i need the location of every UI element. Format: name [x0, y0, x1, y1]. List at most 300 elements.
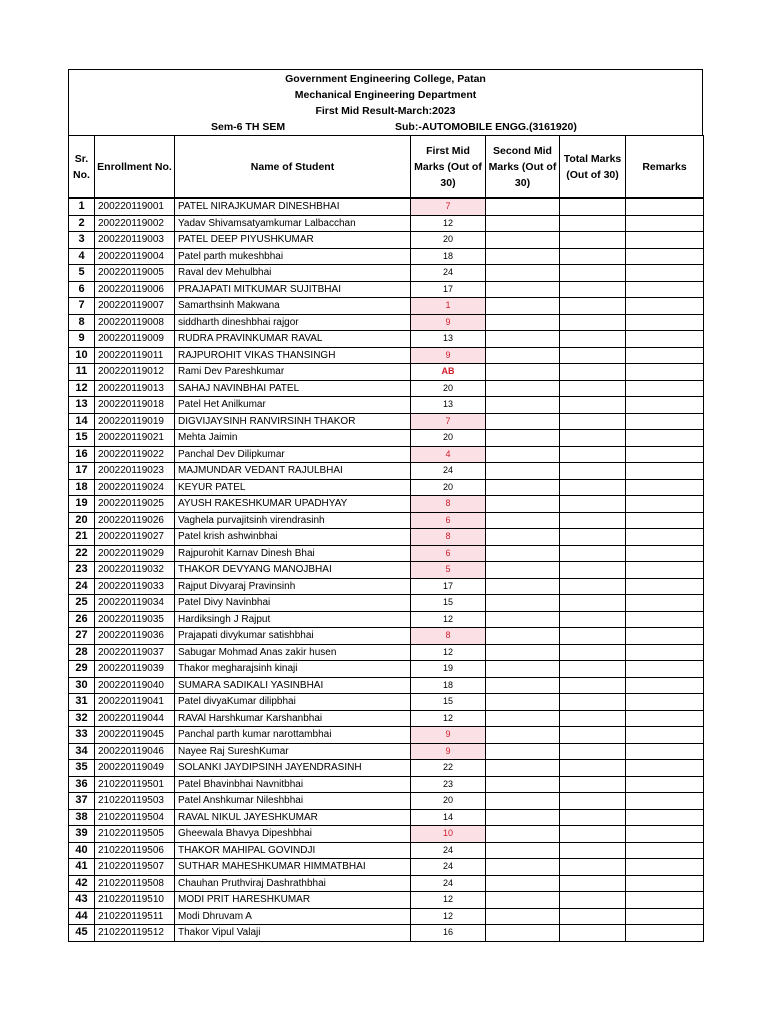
- table-row: [69, 397, 704, 414]
- cell-student-name: KEYUR PATEL: [175, 479, 411, 496]
- cell-first-mid: 24: [411, 859, 486, 876]
- cell-second-mid: [486, 760, 560, 777]
- cell-enrollment: 210220119506: [95, 842, 175, 859]
- cell-student-name: Modi Dhruvam A: [175, 908, 411, 925]
- cell-total-marks: [560, 347, 626, 364]
- cell-second-mid: [486, 875, 560, 892]
- cell-total-marks: [560, 198, 626, 215]
- cell-total-marks: [560, 727, 626, 744]
- cell-enrollment: 200220119007: [95, 298, 175, 315]
- cell-enrollment: 200220119012: [95, 364, 175, 381]
- table-row: [69, 925, 704, 942]
- cell-first-mid: AB: [411, 364, 486, 381]
- cell-remarks: [626, 842, 704, 859]
- cell-enrollment: 210220119505: [95, 826, 175, 843]
- cell-student-name: RAVAl Harshkumar Karshanbhai: [175, 710, 411, 727]
- cell-sr-no: 10: [69, 347, 95, 364]
- cell-enrollment: 200220119033: [95, 578, 175, 595]
- cell-total-marks: [560, 430, 626, 447]
- table-row: [69, 380, 704, 397]
- table-row: [69, 347, 704, 364]
- cell-first-mid: 12: [411, 892, 486, 909]
- result-sheet: [68, 69, 703, 942]
- cell-student-name: Raval dev Mehulbhai: [175, 265, 411, 282]
- cell-second-mid: [486, 562, 560, 579]
- cell-total-marks: [560, 331, 626, 348]
- cell-enrollment: 210220119512: [95, 925, 175, 942]
- cell-student-name: Patel krish ashwinbhai: [175, 529, 411, 546]
- cell-total-marks: [560, 677, 626, 694]
- table-row: [69, 694, 704, 711]
- cell-student-name: Nayee Raj SureshKumar: [175, 743, 411, 760]
- cell-sr-no: 3: [69, 232, 95, 249]
- table-header-row: [69, 136, 704, 199]
- cell-enrollment: 200220119002: [95, 215, 175, 232]
- cell-second-mid: [486, 743, 560, 760]
- col-first-mid: First Mid Marks (Out of 30): [411, 136, 486, 199]
- cell-second-mid: [486, 496, 560, 513]
- cell-second-mid: [486, 661, 560, 678]
- cell-remarks: [626, 397, 704, 414]
- cell-remarks: [626, 232, 704, 249]
- cell-student-name: Rajpurohit Karnav Dinesh Bhai: [175, 545, 411, 562]
- cell-enrollment: 200220119023: [95, 463, 175, 480]
- cell-student-name: Rajput Divyaraj Pravinsinh: [175, 578, 411, 595]
- cell-second-mid: [486, 232, 560, 249]
- cell-total-marks: [560, 925, 626, 942]
- cell-enrollment: 210220119504: [95, 809, 175, 826]
- cell-student-name: Chauhan Pruthviraj Dashrathbhai: [175, 875, 411, 892]
- cell-total-marks: [560, 578, 626, 595]
- cell-student-name: Hardiksingh J Rajput: [175, 611, 411, 628]
- cell-remarks: [626, 661, 704, 678]
- cell-sr-no: 2: [69, 215, 95, 232]
- cell-sr-no: 23: [69, 562, 95, 579]
- cell-first-mid: 20: [411, 232, 486, 249]
- cell-enrollment: 210220119507: [95, 859, 175, 876]
- table-row: [69, 908, 704, 925]
- cell-remarks: [626, 760, 704, 777]
- table-row: [69, 215, 704, 232]
- cell-total-marks: [560, 628, 626, 645]
- cell-first-mid: 15: [411, 595, 486, 612]
- cell-enrollment: 200220119029: [95, 545, 175, 562]
- cell-enrollment: 200220119037: [95, 644, 175, 661]
- table-row: [69, 809, 704, 826]
- cell-second-mid: [486, 793, 560, 810]
- cell-total-marks: [560, 529, 626, 546]
- cell-second-mid: [486, 248, 560, 265]
- cell-second-mid: [486, 809, 560, 826]
- cell-student-name: Patel Divy Navinbhai: [175, 595, 411, 612]
- cell-total-marks: [560, 413, 626, 430]
- cell-first-mid: 9: [411, 743, 486, 760]
- cell-student-name: RAJPUROHIT VIKAS THANSINGH: [175, 347, 411, 364]
- cell-first-mid: 18: [411, 677, 486, 694]
- cell-sr-no: 40: [69, 842, 95, 859]
- cell-first-mid: 6: [411, 512, 486, 529]
- cell-enrollment: 200220119045: [95, 727, 175, 744]
- cell-first-mid: 24: [411, 463, 486, 480]
- cell-second-mid: [486, 397, 560, 414]
- table-row: [69, 364, 704, 381]
- cell-total-marks: [560, 859, 626, 876]
- cell-second-mid: [486, 826, 560, 843]
- cell-student-name: SUTHAR MAHESHKUMAR HIMMATBHAI: [175, 859, 411, 876]
- cell-sr-no: 9: [69, 331, 95, 348]
- cell-sr-no: 21: [69, 529, 95, 546]
- cell-student-name: Patel parth mukeshbhai: [175, 248, 411, 265]
- table-row: [69, 661, 704, 678]
- cell-sr-no: 13: [69, 397, 95, 414]
- cell-student-name: Sabugar Mohmad Anas zakir husen: [175, 644, 411, 661]
- cell-total-marks: [560, 892, 626, 909]
- cell-sr-no: 38: [69, 809, 95, 826]
- cell-total-marks: [560, 842, 626, 859]
- table-row: [69, 776, 704, 793]
- cell-total-marks: [560, 611, 626, 628]
- cell-first-mid: 5: [411, 562, 486, 579]
- cell-second-mid: [486, 314, 560, 331]
- cell-enrollment: 200220119035: [95, 611, 175, 628]
- cell-sr-no: 24: [69, 578, 95, 595]
- marks-table: [68, 135, 704, 942]
- cell-total-marks: [560, 265, 626, 282]
- cell-sr-no: 31: [69, 694, 95, 711]
- cell-first-mid: 13: [411, 397, 486, 414]
- cell-remarks: [626, 198, 704, 215]
- cell-remarks: [626, 413, 704, 430]
- cell-total-marks: [560, 875, 626, 892]
- table-row: [69, 743, 704, 760]
- cell-sr-no: 34: [69, 743, 95, 760]
- table-row: [69, 479, 704, 496]
- cell-first-mid: 6: [411, 545, 486, 562]
- college-name: Government Engineering College, Patan: [285, 73, 486, 85]
- cell-student-name: MODI PRIT HARESHKUMAR: [175, 892, 411, 909]
- cell-remarks: [626, 529, 704, 546]
- cell-total-marks: [560, 562, 626, 579]
- cell-total-marks: [560, 512, 626, 529]
- cell-sr-no: 20: [69, 512, 95, 529]
- cell-sr-no: 16: [69, 446, 95, 463]
- cell-student-name: MAJMUNDAR VEDANT RAJULBHAI: [175, 463, 411, 480]
- cell-total-marks: [560, 743, 626, 760]
- table-row: [69, 463, 704, 480]
- cell-second-mid: [486, 281, 560, 298]
- cell-remarks: [626, 892, 704, 909]
- cell-enrollment: 210220119503: [95, 793, 175, 810]
- cell-student-name: THAKOR MAHIPAL GOVINDJI: [175, 842, 411, 859]
- table-row: [69, 265, 704, 282]
- cell-sr-no: 5: [69, 265, 95, 282]
- cell-student-name: Patel Bhavinbhai Navnitbhai: [175, 776, 411, 793]
- cell-first-mid: 19: [411, 661, 486, 678]
- cell-remarks: [626, 562, 704, 579]
- table-row: [69, 677, 704, 694]
- cell-student-name: Patel Het Anilkumar: [175, 397, 411, 414]
- cell-enrollment: 200220119022: [95, 446, 175, 463]
- cell-enrollment: 200220119018: [95, 397, 175, 414]
- cell-total-marks: [560, 545, 626, 562]
- cell-remarks: [626, 908, 704, 925]
- cell-remarks: [626, 776, 704, 793]
- cell-sr-no: 19: [69, 496, 95, 513]
- cell-student-name: Rami Dev Pareshkumar: [175, 364, 411, 381]
- col-enrollment: Enrollment No.: [95, 136, 175, 199]
- cell-second-mid: [486, 265, 560, 282]
- cell-sr-no: 22: [69, 545, 95, 562]
- cell-second-mid: [486, 331, 560, 348]
- cell-total-marks: [560, 380, 626, 397]
- cell-total-marks: [560, 760, 626, 777]
- cell-total-marks: [560, 694, 626, 711]
- cell-first-mid: 8: [411, 628, 486, 645]
- table-row: [69, 413, 704, 430]
- cell-student-name: SOLANKI JAYDIPSINH JAYENDRASINH: [175, 760, 411, 777]
- cell-student-name: PATEL DEEP PIYUSHKUMAR: [175, 232, 411, 249]
- cell-enrollment: 210220119510: [95, 892, 175, 909]
- cell-enrollment: 210220119511: [95, 908, 175, 925]
- cell-first-mid: 12: [411, 908, 486, 925]
- cell-first-mid: 7: [411, 198, 486, 215]
- cell-first-mid: 12: [411, 710, 486, 727]
- cell-second-mid: [486, 364, 560, 381]
- cell-enrollment: 200220119013: [95, 380, 175, 397]
- cell-second-mid: [486, 842, 560, 859]
- cell-enrollment: 200220119044: [95, 710, 175, 727]
- cell-total-marks: [560, 298, 626, 315]
- cell-sr-no: 8: [69, 314, 95, 331]
- cell-remarks: [626, 578, 704, 595]
- cell-student-name: RUDRA PRAVINKUMAR RAVAL: [175, 331, 411, 348]
- table-row: [69, 331, 704, 348]
- cell-first-mid: 8: [411, 496, 486, 513]
- table-row: [69, 644, 704, 661]
- cell-remarks: [626, 215, 704, 232]
- cell-enrollment: 200220119001: [95, 198, 175, 215]
- cell-remarks: [626, 875, 704, 892]
- cell-sr-no: 44: [69, 908, 95, 925]
- cell-enrollment: 200220119011: [95, 347, 175, 364]
- cell-second-mid: [486, 380, 560, 397]
- cell-second-mid: [486, 628, 560, 645]
- cell-total-marks: [560, 661, 626, 678]
- col-remarks: Remarks: [626, 136, 704, 199]
- cell-total-marks: [560, 397, 626, 414]
- cell-first-mid: 20: [411, 793, 486, 810]
- sheet-header: [68, 69, 703, 135]
- cell-enrollment: 200220119036: [95, 628, 175, 645]
- cell-enrollment: 200220119041: [95, 694, 175, 711]
- table-row: [69, 578, 704, 595]
- cell-remarks: [626, 248, 704, 265]
- cell-first-mid: 1: [411, 298, 486, 315]
- cell-second-mid: [486, 595, 560, 612]
- cell-remarks: [626, 743, 704, 760]
- cell-total-marks: [560, 479, 626, 496]
- cell-sr-no: 26: [69, 611, 95, 628]
- table-row: [69, 710, 704, 727]
- cell-first-mid: 9: [411, 727, 486, 744]
- cell-sr-no: 42: [69, 875, 95, 892]
- cell-total-marks: [560, 281, 626, 298]
- cell-sr-no: 41: [69, 859, 95, 876]
- cell-first-mid: 10: [411, 826, 486, 843]
- cell-first-mid: 14: [411, 809, 486, 826]
- cell-student-name: siddharth dineshbhai rajgor: [175, 314, 411, 331]
- cell-total-marks: [560, 496, 626, 513]
- col-sr-no: Sr. No.: [69, 136, 95, 199]
- cell-student-name: SAHAJ NAVINBHAI PATEL: [175, 380, 411, 397]
- subject-label: Sub:-AUTOMOBILE ENGG.(3161920): [395, 121, 577, 133]
- cell-enrollment: 200220119049: [95, 760, 175, 777]
- cell-remarks: [626, 545, 704, 562]
- cell-second-mid: [486, 776, 560, 793]
- cell-student-name: Mehta Jaimin: [175, 430, 411, 447]
- cell-total-marks: [560, 710, 626, 727]
- col-second-mid: Second Mid Marks (Out of 30): [486, 136, 560, 199]
- cell-total-marks: [560, 364, 626, 381]
- cell-remarks: [626, 463, 704, 480]
- cell-student-name: AYUSH RAKESHKUMAR UPADHYAY: [175, 496, 411, 513]
- cell-student-name: Thakor Vipul Valaji: [175, 925, 411, 942]
- cell-total-marks: [560, 793, 626, 810]
- cell-remarks: [626, 281, 704, 298]
- cell-remarks: [626, 446, 704, 463]
- cell-second-mid: [486, 479, 560, 496]
- cell-enrollment: 200220119040: [95, 677, 175, 694]
- col-total-marks: Total Marks (Out of 30): [560, 136, 626, 199]
- cell-student-name: PATEL NIRAJKUMAR DINESHBHAI: [175, 198, 411, 215]
- cell-sr-no: 15: [69, 430, 95, 447]
- cell-sr-no: 28: [69, 644, 95, 661]
- cell-enrollment: 200220119006: [95, 281, 175, 298]
- cell-second-mid: [486, 908, 560, 925]
- cell-second-mid: [486, 347, 560, 364]
- cell-enrollment: 200220119032: [95, 562, 175, 579]
- cell-total-marks: [560, 644, 626, 661]
- table-row: [69, 446, 704, 463]
- cell-remarks: [626, 677, 704, 694]
- cell-remarks: [626, 727, 704, 744]
- cell-remarks: [626, 512, 704, 529]
- cell-enrollment: 200220119008: [95, 314, 175, 331]
- cell-sr-no: 43: [69, 892, 95, 909]
- cell-second-mid: [486, 463, 560, 480]
- cell-remarks: [626, 710, 704, 727]
- cell-enrollment: 210220119508: [95, 875, 175, 892]
- cell-first-mid: 20: [411, 380, 486, 397]
- cell-total-marks: [560, 446, 626, 463]
- cell-total-marks: [560, 595, 626, 612]
- cell-remarks: [626, 496, 704, 513]
- cell-sr-no: 11: [69, 364, 95, 381]
- cell-remarks: [626, 364, 704, 381]
- cell-student-name: RAVAL NIKUL JAYESHKUMAR: [175, 809, 411, 826]
- cell-sr-no: 18: [69, 479, 95, 496]
- cell-total-marks: [560, 776, 626, 793]
- cell-remarks: [626, 859, 704, 876]
- cell-enrollment: 200220119039: [95, 661, 175, 678]
- cell-sr-no: 45: [69, 925, 95, 942]
- cell-first-mid: 20: [411, 479, 486, 496]
- cell-second-mid: [486, 611, 560, 628]
- table-row: [69, 512, 704, 529]
- cell-enrollment: 200220119003: [95, 232, 175, 249]
- cell-sr-no: 30: [69, 677, 95, 694]
- cell-enrollment: 200220119027: [95, 529, 175, 546]
- cell-first-mid: 23: [411, 776, 486, 793]
- cell-student-name: Panchal Dev Dilipkumar: [175, 446, 411, 463]
- result-title: First Mid Result-March:2023: [315, 105, 456, 117]
- cell-second-mid: [486, 529, 560, 546]
- cell-second-mid: [486, 298, 560, 315]
- cell-enrollment: 200220119009: [95, 331, 175, 348]
- table-row: [69, 859, 704, 876]
- cell-student-name: DIGVIJAYSINH RANVIRSINH THAKOR: [175, 413, 411, 430]
- department-name: Mechanical Engineering Department: [294, 89, 477, 101]
- cell-first-mid: 17: [411, 578, 486, 595]
- cell-student-name: SUMARA SADIKALI YASINBHAI: [175, 677, 411, 694]
- cell-second-mid: [486, 545, 560, 562]
- cell-first-mid: 8: [411, 529, 486, 546]
- table-row: [69, 727, 704, 744]
- cell-enrollment: 200220119004: [95, 248, 175, 265]
- cell-second-mid: [486, 578, 560, 595]
- cell-remarks: [626, 611, 704, 628]
- table-row: [69, 545, 704, 562]
- cell-second-mid: [486, 710, 560, 727]
- cell-second-mid: [486, 512, 560, 529]
- cell-remarks: [626, 265, 704, 282]
- table-body: [69, 198, 704, 941]
- table-row: [69, 314, 704, 331]
- table-row: [69, 628, 704, 645]
- cell-remarks: [626, 380, 704, 397]
- cell-remarks: [626, 595, 704, 612]
- cell-remarks: [626, 298, 704, 315]
- col-student-name: Name of Student: [175, 136, 411, 199]
- table-row: [69, 248, 704, 265]
- cell-total-marks: [560, 908, 626, 925]
- cell-second-mid: [486, 215, 560, 232]
- cell-student-name: Thakor megharajsinh kinaji: [175, 661, 411, 678]
- cell-student-name: Vaghela purvajitsinh virendrasinh: [175, 512, 411, 529]
- cell-sr-no: 7: [69, 298, 95, 315]
- cell-sr-no: 14: [69, 413, 95, 430]
- cell-first-mid: 24: [411, 875, 486, 892]
- table-row: [69, 842, 704, 859]
- cell-enrollment: 200220119034: [95, 595, 175, 612]
- table-row: [69, 826, 704, 843]
- cell-student-name: Panchal parth kumar narottambhai: [175, 727, 411, 744]
- cell-remarks: [626, 347, 704, 364]
- cell-total-marks: [560, 809, 626, 826]
- cell-first-mid: 9: [411, 347, 486, 364]
- table-row: [69, 198, 704, 215]
- cell-first-mid: 24: [411, 842, 486, 859]
- table-row: [69, 529, 704, 546]
- table-row: [69, 611, 704, 628]
- cell-first-mid: 15: [411, 694, 486, 711]
- cell-second-mid: [486, 644, 560, 661]
- cell-second-mid: [486, 446, 560, 463]
- cell-first-mid: 12: [411, 611, 486, 628]
- cell-total-marks: [560, 248, 626, 265]
- cell-student-name: Yadav Shivamsatyamkumar Lalbacchan: [175, 215, 411, 232]
- cell-student-name: THAKOR DEVYANG MANOJBHAI: [175, 562, 411, 579]
